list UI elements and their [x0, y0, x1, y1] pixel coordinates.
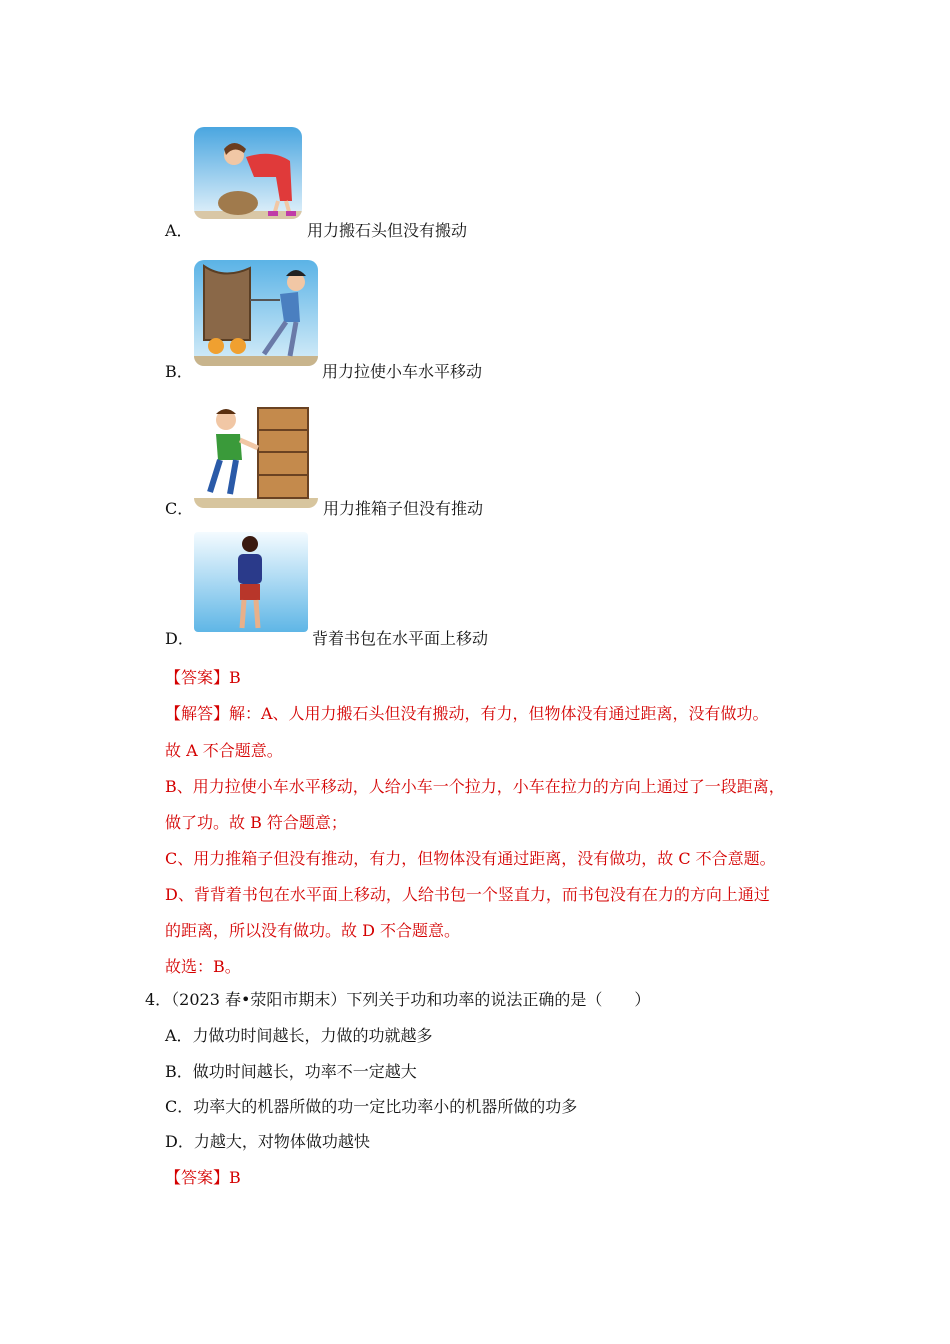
analysis-line-4: 做了功。故 B 符合题意； — [165, 813, 347, 832]
analysis-line-3: B、用力拉使小车水平移动，人给小车一个拉力，小车在拉力的方向上通过了一段距离， — [165, 777, 785, 796]
analysis-line-1: 【解答】解：A、人用力搬石头但没有搬动，有力，但物体没有通过距离，没有做功。 — [165, 704, 769, 723]
option-d-label: D． — [165, 629, 194, 648]
analysis-line-6: D、背背着书包在水平面上移动，人给书包一个竖直力，而书包没有在力的方向上通过 — [165, 885, 770, 904]
question-4-option-c: C．功率大的机器所做的功一定比功率小的机器所做的功多 — [165, 1097, 578, 1116]
question-4-option-a: A．力做功时间越长，力做的功就越多 — [165, 1026, 433, 1045]
illustration-pushing-box — [194, 398, 318, 508]
question-4-option-d: D．力越大，对物体做功越快 — [165, 1132, 370, 1151]
option-a-label: A． — [165, 221, 193, 240]
question-4-stem: 4．（2023 春•荥阳市期末）下列关于功和功率的说法正确的是（ ） — [145, 990, 651, 1009]
answer-q3: 【答案】B — [165, 668, 241, 687]
analysis-line-7: 的距离，所以没有做功。故 D 不合题意。 — [165, 921, 461, 940]
analysis-line-5: C、用力推箱子但没有推动，有力，但物体没有通过距离，没有做功，故 C 不合意题。 — [165, 849, 776, 868]
option-a-text: 用力搬石头但没有搬动 — [307, 221, 468, 240]
question-4-option-b: B．做功时间越长，功率不一定越大 — [165, 1062, 417, 1081]
analysis-line-8: 故选：B。 — [165, 957, 241, 976]
illustration-walking-with-backpack — [194, 532, 308, 632]
option-b-text: 用力拉使小车水平移动 — [322, 362, 483, 381]
analysis-line-2: 故 A 不合题意。 — [165, 741, 283, 760]
option-c-text: 用力推箱子但没有推动 — [323, 499, 484, 518]
option-b-label: B． — [165, 362, 193, 381]
answer-q4: 【答案】B — [165, 1168, 241, 1187]
option-c-label: C． — [165, 499, 194, 518]
illustration-pulling-cart — [194, 260, 318, 366]
option-d-text: 背着书包在水平面上移动 — [312, 629, 489, 648]
illustration-lifting-stone — [194, 127, 302, 219]
